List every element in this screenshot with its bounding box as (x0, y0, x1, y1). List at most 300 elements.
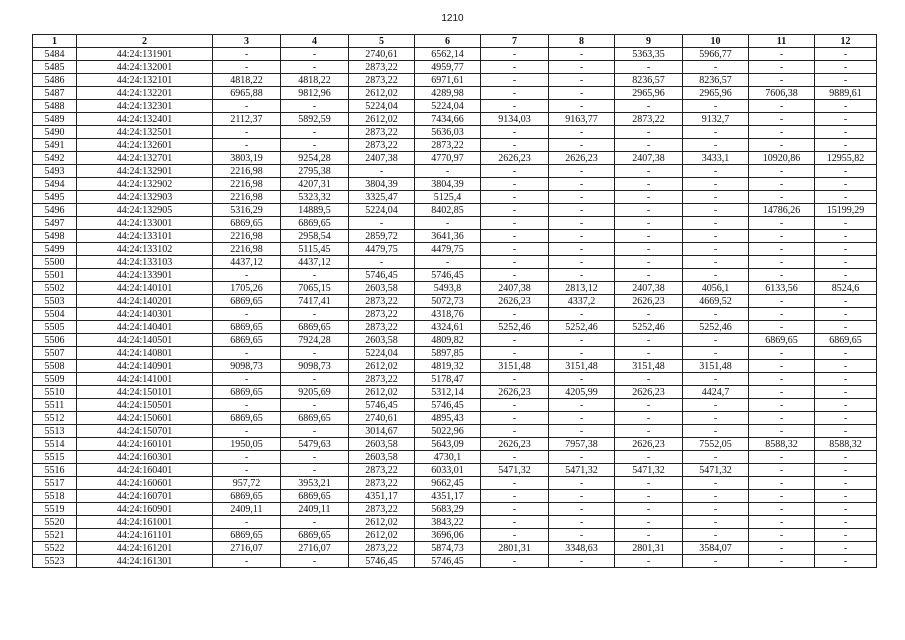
table-cell: 2873,22 (349, 477, 415, 490)
table-cell: 44:24:150501 (77, 399, 213, 412)
table-cell: - (749, 48, 815, 61)
table-cell: - (683, 399, 749, 412)
table-cell: - (815, 295, 877, 308)
table-cell: - (213, 61, 281, 74)
table-cell: 2873,22 (349, 503, 415, 516)
table-row (33, 74, 877, 87)
table-cell: 5512 (33, 412, 77, 425)
table-cell: - (815, 477, 877, 490)
table-cell: 5746,45 (349, 269, 415, 282)
table-cell: - (481, 516, 549, 529)
table-cell: 4959,77 (415, 61, 481, 74)
table-cell: 3151,48 (683, 360, 749, 373)
table-cell: 3014,67 (349, 425, 415, 438)
table-row (33, 191, 877, 204)
table-cell: - (815, 425, 877, 438)
table-row (33, 243, 877, 256)
table-cell: - (549, 477, 615, 490)
table-cell: 8236,57 (683, 74, 749, 87)
table-row (33, 269, 877, 282)
table-cell: 6869,65 (213, 490, 281, 503)
table-cell: - (481, 347, 549, 360)
table-cell: - (481, 412, 549, 425)
table-cell: - (615, 477, 683, 490)
table-cell: 3348,63 (549, 542, 615, 555)
table-cell: - (481, 451, 549, 464)
table-cell: 4479,75 (415, 243, 481, 256)
table-cell: - (281, 464, 349, 477)
table-cell: 5485 (33, 61, 77, 74)
table-cell: 44:24:133901 (77, 269, 213, 282)
table-cell: 5515 (33, 451, 77, 464)
table-row (33, 399, 877, 412)
table-row (33, 295, 877, 308)
column-header: 12 (815, 35, 877, 48)
table-row (33, 217, 877, 230)
table-cell: - (281, 516, 349, 529)
column-header: 2 (77, 35, 213, 48)
table-cell: - (749, 555, 815, 568)
table-cell: - (281, 308, 349, 321)
table-cell: 4895,43 (415, 412, 481, 425)
table-cell: - (615, 308, 683, 321)
table-cell: 44:24:150701 (77, 425, 213, 438)
table-cell: 7924,28 (281, 334, 349, 347)
table-cell: 5363,35 (615, 48, 683, 61)
table-cell: 44:24:132401 (77, 113, 213, 126)
table-cell: - (615, 399, 683, 412)
table-cell: 44:24:160401 (77, 464, 213, 477)
table-cell: 4818,22 (213, 74, 281, 87)
table-cell: 5966,77 (683, 48, 749, 61)
table-row (33, 165, 877, 178)
table-row (33, 321, 877, 334)
table-row (33, 61, 877, 74)
table-cell: 9163,77 (549, 113, 615, 126)
table-cell: 5746,45 (415, 269, 481, 282)
table-cell: 44:24:161301 (77, 555, 213, 568)
table-cell: 6869,65 (749, 334, 815, 347)
table-cell: 5516 (33, 464, 77, 477)
table-cell: 5252,46 (549, 321, 615, 334)
table-cell: 6869,65 (213, 295, 281, 308)
table-cell: - (481, 334, 549, 347)
table-cell: 2873,22 (615, 113, 683, 126)
table-cell: 5498 (33, 230, 77, 243)
table-cell: 44:24:161201 (77, 542, 213, 555)
table-cell: - (615, 204, 683, 217)
table-cell: 6869,65 (213, 386, 281, 399)
table-row (33, 386, 877, 399)
table-cell: - (749, 100, 815, 113)
table-cell: 2409,11 (213, 503, 281, 516)
table-cell: - (749, 256, 815, 269)
table-cell: - (815, 386, 877, 399)
table-row (33, 451, 877, 464)
table-cell: - (683, 347, 749, 360)
table-cell: 8588,32 (815, 438, 877, 451)
table-cell: - (281, 139, 349, 152)
table-cell: - (615, 555, 683, 568)
table-cell: - (683, 334, 749, 347)
table-cell: 2873,22 (349, 373, 415, 386)
table-cell: - (481, 165, 549, 178)
table-cell: 5323,32 (281, 191, 349, 204)
table-cell: 9098,73 (281, 360, 349, 373)
table-cell: - (213, 451, 281, 464)
table-cell: - (815, 321, 877, 334)
table-cell: 5514 (33, 438, 77, 451)
table-cell: - (683, 516, 749, 529)
table-row (33, 256, 877, 269)
table-cell: 5520 (33, 516, 77, 529)
table-cell: 5508 (33, 360, 77, 373)
table-cell: 6562,14 (415, 48, 481, 61)
table-cell: 44:24:140801 (77, 347, 213, 360)
table-cell: 2873,22 (349, 74, 415, 87)
table-cell: 2626,23 (481, 438, 549, 451)
table-cell: 3151,48 (615, 360, 683, 373)
table-cell: 5507 (33, 347, 77, 360)
table-cell: 5643,09 (415, 438, 481, 451)
table-cell: - (815, 503, 877, 516)
table-cell: 2603,58 (349, 451, 415, 464)
table-cell: - (815, 113, 877, 126)
table-cell: - (281, 126, 349, 139)
table-cell: 44:24:132903 (77, 191, 213, 204)
table-cell: 1950,05 (213, 438, 281, 451)
table-cell: 9812,96 (281, 87, 349, 100)
table-cell: - (815, 61, 877, 74)
table-row (33, 308, 877, 321)
table-cell: 2873,22 (349, 321, 415, 334)
column-header: 1 (33, 35, 77, 48)
table-cell: - (549, 61, 615, 74)
table-cell: - (549, 451, 615, 464)
table-cell: - (749, 412, 815, 425)
table-cell: 5518 (33, 490, 77, 503)
table-cell: - (749, 477, 815, 490)
table-row (33, 477, 877, 490)
table-cell: - (749, 529, 815, 542)
table-cell: - (749, 503, 815, 516)
table-cell: - (815, 126, 877, 139)
table-cell: - (213, 100, 281, 113)
table-cell: - (549, 48, 615, 61)
table-cell: - (683, 503, 749, 516)
table-row (33, 87, 877, 100)
table-cell: 5746,45 (415, 399, 481, 412)
table-cell: - (683, 490, 749, 503)
table-cell: - (683, 269, 749, 282)
table-cell: - (481, 399, 549, 412)
table-cell: - (749, 178, 815, 191)
table-cell: 6869,65 (213, 529, 281, 542)
table-cell: 44:24:160601 (77, 477, 213, 490)
table-cell: - (481, 217, 549, 230)
table-cell: - (281, 100, 349, 113)
table-cell: - (683, 243, 749, 256)
table-cell: - (281, 269, 349, 282)
table-cell: - (349, 256, 415, 269)
table-cell: - (615, 230, 683, 243)
table-cell: - (481, 178, 549, 191)
table-cell: 5224,04 (349, 347, 415, 360)
table-cell: - (549, 100, 615, 113)
table-row (33, 139, 877, 152)
table-cell: - (549, 165, 615, 178)
table-cell: - (549, 256, 615, 269)
table-cell: - (815, 360, 877, 373)
table-cell: 5312,14 (415, 386, 481, 399)
table-cell: 6971,61 (415, 74, 481, 87)
header-row (33, 35, 877, 48)
table-cell: - (749, 451, 815, 464)
table-cell: - (815, 555, 877, 568)
table-cell: - (749, 308, 815, 321)
table-cell: 5892,59 (281, 113, 349, 126)
table-cell: 2873,22 (349, 308, 415, 321)
table-cell: 3641,36 (415, 230, 481, 243)
table-cell: 5874,73 (415, 542, 481, 555)
table-cell: - (213, 126, 281, 139)
table-cell: 4351,17 (349, 490, 415, 503)
table-cell: 5493 (33, 165, 77, 178)
table-cell: - (481, 256, 549, 269)
table-cell: - (615, 217, 683, 230)
table-cell: 9662,45 (415, 477, 481, 490)
table-cell: 2873,22 (349, 126, 415, 139)
table-row (33, 490, 877, 503)
table-cell: 6869,65 (281, 321, 349, 334)
table-cell: 15199,29 (815, 204, 877, 217)
table-cell: - (815, 243, 877, 256)
table-row (33, 555, 877, 568)
table-cell: 3843,22 (415, 516, 481, 529)
table-row (33, 529, 877, 542)
table-cell: 4351,17 (415, 490, 481, 503)
table-cell: 6869,65 (213, 321, 281, 334)
table-cell: - (481, 555, 549, 568)
table-cell: - (683, 308, 749, 321)
table-cell: 6869,65 (213, 334, 281, 347)
table-cell: 2612,02 (349, 360, 415, 373)
table-cell: 6869,65 (213, 412, 281, 425)
table-cell: 4479,75 (349, 243, 415, 256)
table-cell: - (549, 555, 615, 568)
table-cell: - (549, 399, 615, 412)
table-cell: 7434,66 (415, 113, 481, 126)
table-cell: - (549, 503, 615, 516)
table-cell: - (481, 373, 549, 386)
table-cell: - (749, 113, 815, 126)
table-cell: 44:24:132501 (77, 126, 213, 139)
table-header (33, 35, 877, 48)
table-cell: - (683, 178, 749, 191)
table-cell: 4818,22 (281, 74, 349, 87)
table-cell: - (549, 412, 615, 425)
table-cell: 5490 (33, 126, 77, 139)
table-cell: 5521 (33, 529, 77, 542)
table-cell: - (213, 308, 281, 321)
table-cell: 5497 (33, 217, 77, 230)
table-cell: - (749, 347, 815, 360)
table-cell: 9134,03 (481, 113, 549, 126)
table-cell: - (749, 321, 815, 334)
table-cell: - (815, 464, 877, 477)
table-cell: - (749, 386, 815, 399)
table-cell: 3804,39 (415, 178, 481, 191)
table-cell: - (213, 347, 281, 360)
table-cell: 4669,52 (683, 295, 749, 308)
table-cell: 5178,47 (415, 373, 481, 386)
table-cell: 2740,61 (349, 412, 415, 425)
table-cell: - (683, 126, 749, 139)
table-cell: - (815, 256, 877, 269)
table-cell: - (683, 477, 749, 490)
table-cell: 44:24:133001 (77, 217, 213, 230)
table-row (33, 542, 877, 555)
table-cell: 5502 (33, 282, 77, 295)
table-cell: 2216,98 (213, 243, 281, 256)
table-cell: 44:24:150101 (77, 386, 213, 399)
table-cell: 2612,02 (349, 87, 415, 100)
table-cell: 8524,6 (815, 282, 877, 295)
table-cell: 44:24:132902 (77, 178, 213, 191)
table-cell: - (481, 61, 549, 74)
table-cell: - (615, 490, 683, 503)
table-cell: 5501 (33, 269, 77, 282)
table-cell: 2626,23 (615, 295, 683, 308)
table-cell: - (815, 373, 877, 386)
table-cell: - (815, 139, 877, 152)
table-cell: 9098,73 (213, 360, 281, 373)
table-cell: 5504 (33, 308, 77, 321)
table-row (33, 48, 877, 61)
table-cell: - (615, 165, 683, 178)
table-cell: 2216,98 (213, 191, 281, 204)
table-cell: 44:24:132905 (77, 204, 213, 217)
table-cell: - (481, 87, 549, 100)
table-cell: 2407,38 (349, 152, 415, 165)
table-cell: 6869,65 (281, 529, 349, 542)
table-cell: - (281, 399, 349, 412)
table-cell: - (415, 165, 481, 178)
table-cell: 2407,38 (481, 282, 549, 295)
table-cell: 12955,82 (815, 152, 877, 165)
table-cell: 44:24:132901 (77, 165, 213, 178)
table-cell: - (815, 178, 877, 191)
table-cell: 3584,07 (683, 542, 749, 555)
table-cell: 5746,45 (349, 555, 415, 568)
table-cell: - (481, 503, 549, 516)
table-cell: - (549, 243, 615, 256)
table-cell: 44:24:132601 (77, 139, 213, 152)
table-cell: - (615, 139, 683, 152)
table-cell: 5523 (33, 555, 77, 568)
table-cell: 2603,58 (349, 334, 415, 347)
table-cell: - (615, 373, 683, 386)
table-cell: - (815, 451, 877, 464)
table-cell: - (615, 529, 683, 542)
table-cell: - (213, 464, 281, 477)
table-cell: - (683, 256, 749, 269)
table-cell: - (549, 529, 615, 542)
table-cell: - (615, 503, 683, 516)
column-header: 5 (349, 35, 415, 48)
page-number: 1210 (441, 13, 464, 24)
table-cell: 2873,22 (415, 139, 481, 152)
table-row (33, 230, 877, 243)
table-cell: 2612,02 (349, 113, 415, 126)
table-cell: 2873,22 (349, 61, 415, 74)
table-cell: - (549, 126, 615, 139)
table-cell: 6869,65 (281, 490, 349, 503)
table-cell: 44:24:160901 (77, 503, 213, 516)
table-cell: - (213, 425, 281, 438)
table-cell: 44:24:140901 (77, 360, 213, 373)
table-cell: 4289,98 (415, 87, 481, 100)
table-cell: 2740,61 (349, 48, 415, 61)
table-cell: 5022,96 (415, 425, 481, 438)
table-row (33, 360, 877, 373)
table-cell: 2216,98 (213, 165, 281, 178)
table-cell: 2603,58 (349, 282, 415, 295)
table-cell: - (749, 126, 815, 139)
table-cell: - (683, 61, 749, 74)
table-cell: 2801,31 (615, 542, 683, 555)
table-cell: 2626,23 (549, 152, 615, 165)
table-cell: - (749, 74, 815, 87)
table-cell: - (615, 269, 683, 282)
table-row (33, 347, 877, 360)
table-body (33, 48, 877, 568)
table-cell: 6869,65 (281, 412, 349, 425)
table-cell: - (749, 269, 815, 282)
table-cell: 5224,04 (349, 100, 415, 113)
column-header: 10 (683, 35, 749, 48)
table-row (33, 334, 877, 347)
table-cell: 44:24:132201 (77, 87, 213, 100)
table-cell: 5513 (33, 425, 77, 438)
table-cell: 2801,31 (481, 542, 549, 555)
table-cell: 3953,21 (281, 477, 349, 490)
table-cell: 5510 (33, 386, 77, 399)
table-cell: 4437,12 (213, 256, 281, 269)
table-cell: 5479,63 (281, 438, 349, 451)
table-cell: - (481, 269, 549, 282)
table-cell: 6869,65 (815, 334, 877, 347)
table-cell: 44:24:133101 (77, 230, 213, 243)
table-cell: - (683, 139, 749, 152)
table-cell: 4770,97 (415, 152, 481, 165)
table-row (33, 113, 877, 126)
table-cell: - (549, 308, 615, 321)
table-cell: 5471,32 (683, 464, 749, 477)
table-cell: - (749, 217, 815, 230)
table-cell: - (815, 412, 877, 425)
table-cell: - (815, 100, 877, 113)
table-cell: - (615, 243, 683, 256)
table-cell: 5252,46 (615, 321, 683, 334)
table-cell: - (683, 412, 749, 425)
table-cell: - (481, 191, 549, 204)
table-cell: 7552,05 (683, 438, 749, 451)
table-cell: 2612,02 (349, 386, 415, 399)
table-cell: - (481, 243, 549, 256)
table-cell: 44:24:133103 (77, 256, 213, 269)
table-cell: - (281, 347, 349, 360)
